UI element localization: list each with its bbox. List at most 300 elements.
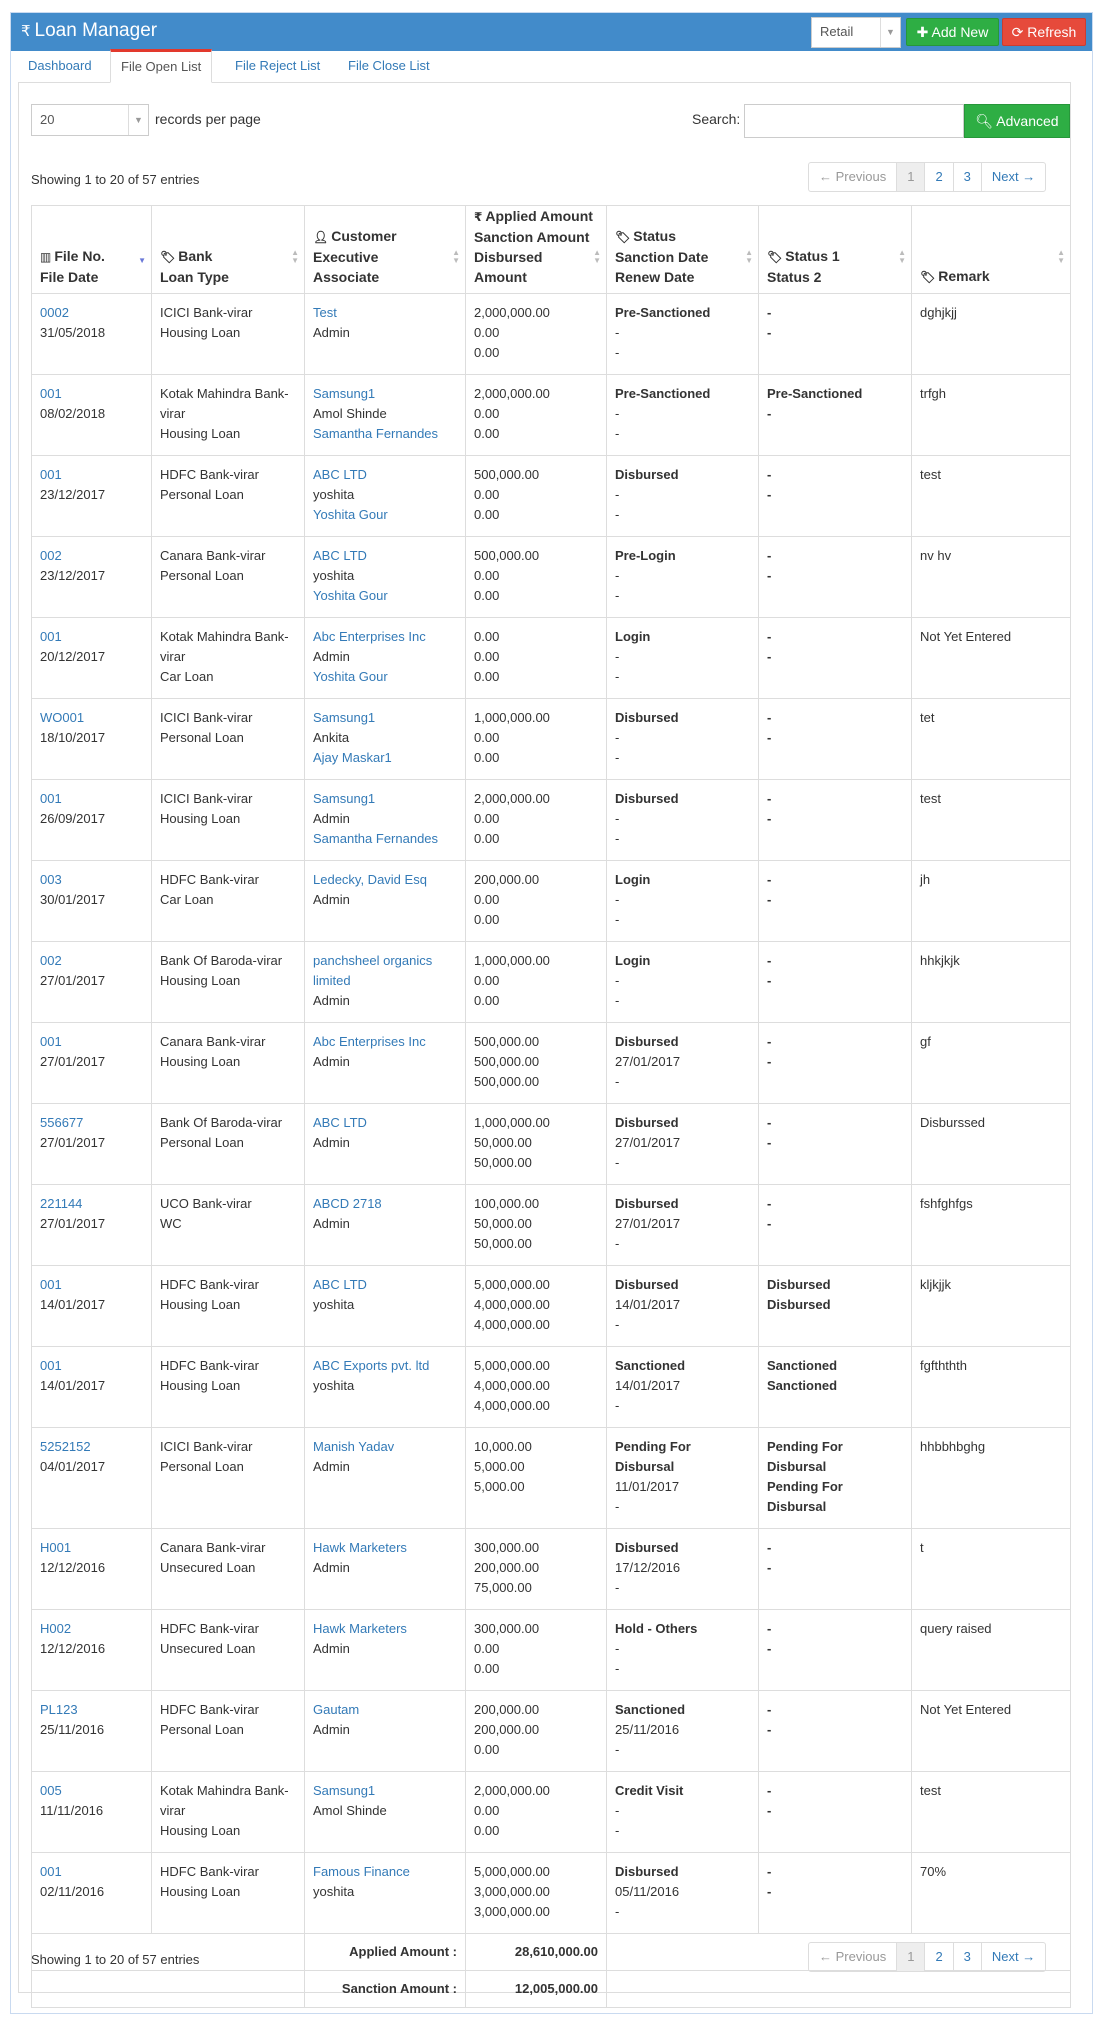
cell-bank: [152, 1347, 305, 1428]
bank-name: ICICI Bank-virar: [160, 1439, 253, 1454]
plus-icon: ✚: [916, 24, 932, 40]
file-number-link[interactable]: PL123: [40, 1702, 78, 1717]
renew-date: -: [615, 345, 620, 360]
executive-name: yoshita: [313, 1378, 355, 1393]
file-number-link[interactable]: H002: [40, 1621, 72, 1636]
segment-select-value: Retail: [820, 24, 854, 39]
cell-customer: [305, 1104, 466, 1185]
table-row: [32, 780, 1071, 861]
cell-customer: [305, 1610, 466, 1691]
cell-status12: [759, 1104, 912, 1185]
status-2-text: -: [767, 1135, 772, 1150]
disbursed-amount: 3,000,000.00: [474, 1904, 550, 1919]
refresh-button[interactable]: [1002, 18, 1086, 46]
cell-bank: [152, 1610, 305, 1691]
cell-bank: [152, 1529, 305, 1610]
cell-status12: [759, 1428, 912, 1529]
cell-status12: [759, 861, 912, 942]
file-number-link[interactable]: 5252152: [40, 1439, 91, 1454]
cell-file: [32, 537, 152, 618]
disbursed-amount: 0.00: [474, 588, 500, 603]
file-number-link[interactable]: 001: [40, 467, 62, 482]
cell-status: [607, 1266, 759, 1347]
records-per-page-label: records per page: [155, 111, 261, 127]
tags-icon: 🏷︎: [615, 230, 631, 244]
file-number-link[interactable]: 001: [40, 1864, 62, 1879]
next-page-link[interactable]: Next →: [981, 1943, 1045, 1971]
cell-status12: [759, 699, 912, 780]
sanction-date: -: [615, 1803, 620, 1818]
cell-status12: [759, 1691, 912, 1772]
customer-link[interactable]: ABC Exports pvt. ltd: [313, 1358, 430, 1373]
loan-type: Car Loan: [160, 669, 214, 684]
associate-link[interactable]: Yoshita Gour: [313, 588, 388, 603]
cell-bank: [152, 537, 305, 618]
associate-link[interactable]: Yoshita Gour: [313, 669, 388, 684]
loan-type: Unsecured Loan: [160, 1641, 256, 1656]
cell-bank: [152, 456, 305, 537]
customer-link[interactable]: Hawk Marketers: [313, 1540, 407, 1555]
cell-file: [32, 861, 152, 942]
remark-text: test: [920, 467, 941, 482]
advanced-search-button[interactable]: [964, 104, 1070, 138]
file-date: 12/12/2016: [40, 1560, 106, 1575]
column-header-remark[interactable]: [912, 206, 1071, 294]
disbursed-amount: 0.00: [474, 993, 500, 1008]
status-2-text: Sanctioned: [767, 1378, 838, 1393]
file-number-link[interactable]: 001: [40, 1277, 62, 1292]
previous-page-link[interactable]: ← Previous: [819, 1949, 887, 1964]
bank-name: Canara Bank-virar: [160, 548, 266, 563]
cell-amounts: [466, 618, 607, 699]
cell-remark: [912, 1023, 1071, 1104]
loan-type: Housing Loan: [160, 811, 241, 826]
add-new-button[interactable]: [906, 18, 999, 46]
executive-name: yoshita: [313, 487, 355, 502]
tab-dashboard[interactable]: Dashboard: [28, 58, 92, 73]
table-row: [32, 456, 1071, 537]
column-header-customer[interactable]: [305, 206, 466, 294]
status-1-text: -: [767, 305, 772, 320]
applied-amount: 2,000,000.00: [474, 791, 550, 806]
loan-type: Housing Loan: [160, 426, 241, 441]
disbursed-amount: 0.00: [474, 426, 500, 441]
next-page-link[interactable]: Next →: [981, 163, 1045, 191]
sort-icon: ▲ ▼: [1057, 248, 1065, 265]
bank-name: HDFC Bank-virar: [160, 1864, 259, 1879]
search-input[interactable]: [744, 104, 964, 138]
cell-remark: [912, 618, 1071, 699]
cell-customer: [305, 1023, 466, 1104]
remark-text: Not Yet Entered: [920, 1702, 1012, 1717]
sanction-date: -: [615, 325, 620, 340]
file-date: 26/09/2017: [40, 811, 106, 826]
applied-amount: 100,000.00: [474, 1196, 540, 1211]
status-1-text: Pre-Sanctioned: [767, 386, 863, 401]
disbursed-amount: 4,000,000.00: [474, 1317, 550, 1332]
search-label: Search:: [692, 111, 741, 127]
app-header: [11, 13, 1092, 51]
executive-name: yoshita: [313, 568, 355, 583]
remark-text: t: [920, 1540, 924, 1555]
renew-date: -: [615, 1904, 620, 1919]
sanction-total-label: Sanction Amount :: [305, 1971, 466, 2008]
customer-link[interactable]: ABC LTD: [313, 548, 367, 563]
cell-status12: [759, 1185, 912, 1266]
cell-status12: [759, 1610, 912, 1691]
sanction-date: -: [615, 973, 620, 988]
file-number-link[interactable]: 001: [40, 386, 62, 401]
status-2-text: -: [767, 1641, 772, 1656]
status-1-text: Disbursed: [767, 1277, 831, 1292]
cell-bank: [152, 1691, 305, 1772]
file-date: 23/12/2017: [40, 568, 106, 583]
cell-bank: [152, 1266, 305, 1347]
table-body: [32, 294, 1071, 1934]
table-row: [32, 1691, 1071, 1772]
cell-amounts: [466, 1853, 607, 1934]
cell-amounts: [466, 1529, 607, 1610]
cell-status: [607, 1185, 759, 1266]
customer-link[interactable]: Abc Enterprises Inc: [313, 1034, 426, 1049]
file-number-link[interactable]: H001: [40, 1540, 72, 1555]
cell-file: [32, 1529, 152, 1610]
bank-name: Kotak Mahindra Bank-virar: [160, 1783, 289, 1818]
page-link-2[interactable]: 2: [924, 1943, 952, 1971]
bank-name: Canara Bank-virar: [160, 1034, 266, 1049]
sanction-total-value: 12,005,000.00: [466, 1971, 607, 2008]
cell-file: [32, 1266, 152, 1347]
sanction-date: 27/01/2017: [615, 1135, 681, 1150]
cell-status: [607, 1610, 759, 1691]
table-row: [32, 1023, 1071, 1104]
table-row: [32, 1853, 1071, 1934]
cell-status: [607, 861, 759, 942]
loan-type: Car Loan: [160, 892, 214, 907]
sanction-amount: 0.00: [474, 973, 500, 988]
cell-file: [32, 1691, 152, 1772]
status-text: Pre-Sanctioned: [615, 386, 711, 401]
page-link-3[interactable]: 3: [953, 163, 981, 191]
executive-name: Admin: [313, 811, 350, 826]
tags-icon: 🏷︎: [920, 270, 936, 284]
status-text: Disbursed: [615, 467, 679, 482]
pagination-top: [808, 162, 1046, 192]
sanction-amount: 0.00: [474, 1803, 500, 1818]
loan-type: Personal Loan: [160, 487, 244, 502]
status-1-text: Sanctioned: [767, 1358, 838, 1373]
page-link-1[interactable]: 1: [896, 1943, 924, 1971]
sanction-amount: 0.00: [474, 892, 500, 907]
file-date: 04/01/2017: [40, 1459, 106, 1474]
applied-amount: 2,000,000.00: [474, 1783, 550, 1798]
column-header-bank[interactable]: [152, 206, 305, 294]
cell-status: [607, 1023, 759, 1104]
file-number-link[interactable]: 001: [40, 791, 62, 806]
cell-status12: [759, 1023, 912, 1104]
cell-amounts: [466, 1428, 607, 1529]
chevron-down-icon: ▼: [880, 18, 900, 47]
column-header-status12[interactable]: [759, 206, 912, 294]
status-text: Pre-Sanctioned: [615, 305, 711, 320]
file-number-link[interactable]: 001: [40, 629, 62, 644]
disbursed-amount: 75,000.00: [474, 1580, 532, 1595]
customer-link[interactable]: Hawk Marketers: [313, 1621, 407, 1636]
disbursed-amount: 0.00: [474, 507, 500, 522]
file-date: 30/01/2017: [40, 892, 106, 907]
column-header-amount[interactable]: [466, 206, 607, 294]
sanction-amount: 3,000,000.00: [474, 1884, 550, 1899]
tab-file-reject-list[interactable]: File Reject List: [235, 58, 321, 73]
applied-amount: 0.00: [474, 629, 500, 644]
barcode-icon: ▥: [40, 250, 52, 264]
cell-file: [32, 456, 152, 537]
customer-link[interactable]: Manish Yadav: [313, 1439, 395, 1454]
file-number-link[interactable]: WO001: [40, 710, 85, 725]
bank-name: HDFC Bank-virar: [160, 467, 259, 482]
sanction-date: 14/01/2017: [615, 1297, 681, 1312]
status-1-text: -: [767, 1115, 772, 1130]
file-number-link[interactable]: 001: [40, 1034, 62, 1049]
status-text: Disbursed: [615, 1196, 679, 1211]
cell-customer: [305, 1347, 466, 1428]
status-1-text: -: [767, 710, 772, 725]
status-1-text: -: [767, 791, 772, 806]
segment-select[interactable]: [811, 17, 901, 48]
applied-total-value: 28,610,000.00: [466, 1934, 607, 1971]
cell-amounts: [466, 1104, 607, 1185]
file-number-link[interactable]: 002: [40, 953, 62, 968]
page-length-value: 20: [40, 112, 55, 127]
status-1-text: -: [767, 1034, 772, 1049]
cell-file: [32, 699, 152, 780]
status-2-text: -: [767, 568, 772, 583]
renew-date: -: [615, 1317, 620, 1332]
sort-icon: ▲ ▼: [291, 248, 299, 265]
bank-name: ICICI Bank-virar: [160, 305, 253, 320]
loan-type: Personal Loan: [160, 1135, 244, 1150]
cell-amounts: [466, 942, 607, 1023]
customer-link[interactable]: ABC LTD: [313, 1277, 367, 1292]
customer-link[interactable]: Test: [313, 305, 337, 320]
table-row: [32, 699, 1071, 780]
column-subtitle: Disbursed Amount: [474, 249, 543, 285]
status-2-text: -: [767, 649, 772, 664]
status-2-text: -: [767, 892, 772, 907]
bank-name: Canara Bank-virar: [160, 1540, 266, 1555]
cell-file: [32, 294, 152, 375]
renew-date: -: [615, 669, 620, 684]
cell-bank: [152, 942, 305, 1023]
remark-text: dghjkjj: [920, 305, 957, 320]
sort-desc-icon: ▼: [138, 256, 146, 265]
previous-page-link[interactable]: ← Previous: [819, 169, 887, 184]
sanction-date: 25/11/2016: [615, 1722, 680, 1737]
applied-amount: 5,000,000.00: [474, 1864, 550, 1879]
page-length-select[interactable]: [31, 104, 149, 136]
file-date: 27/01/2017: [40, 973, 106, 988]
file-number-link[interactable]: 221144: [40, 1196, 83, 1211]
sanction-amount: 500,000.00: [474, 1054, 540, 1069]
customer-link[interactable]: Famous Finance: [313, 1864, 410, 1879]
cell-file: [32, 1853, 152, 1934]
status-2-text: -: [767, 487, 772, 502]
sanction-amount: 0.00: [474, 1641, 500, 1656]
cell-amounts: [466, 780, 607, 861]
remark-text: hhbbhbghg: [920, 1439, 986, 1454]
tab-bar: [18, 49, 1071, 83]
customer-link[interactable]: ABC LTD: [313, 467, 367, 482]
renew-date: -: [615, 1742, 620, 1757]
loan-type: Housing Loan: [160, 1054, 241, 1069]
page-link-2[interactable]: 2: [924, 163, 952, 191]
table-row: [32, 1266, 1071, 1347]
file-number-link[interactable]: 001: [40, 1358, 62, 1373]
column-header-status[interactable]: [607, 206, 759, 294]
file-date: 18/10/2017: [40, 730, 106, 745]
associate-link[interactable]: Ajay Maskar1: [313, 750, 392, 765]
renew-date: -: [615, 1823, 620, 1838]
cell-status: [607, 1347, 759, 1428]
cell-bank: [152, 1428, 305, 1529]
customer-link[interactable]: Samsung1: [313, 386, 376, 401]
customer-link[interactable]: ABCD 2718: [313, 1196, 382, 1211]
sanction-date: -: [615, 487, 620, 502]
status-1-text: -: [767, 1621, 772, 1636]
tab-file-close-list[interactable]: File Close List: [348, 58, 430, 73]
pagination-bottom: [808, 1942, 1046, 1972]
cell-bank: [152, 618, 305, 699]
status-1-text: -: [767, 1540, 772, 1555]
column-subtitle: Renew Date: [615, 269, 695, 285]
cell-customer: [305, 1428, 466, 1529]
sanction-amount: 0.00: [474, 325, 500, 340]
sanction-date: 14/01/2017: [615, 1378, 681, 1393]
bank-name: Kotak Mahindra Bank-virar: [160, 386, 289, 421]
cell-status: [607, 1104, 759, 1185]
applied-amount: 5,000,000.00: [474, 1277, 550, 1292]
column-header-file[interactable]: [32, 206, 152, 294]
customer-link[interactable]: ABC LTD: [313, 1115, 367, 1130]
associate-link[interactable]: Samantha Fernandes: [313, 831, 439, 846]
cell-remark: [912, 456, 1071, 537]
loan-type: Personal Loan: [160, 1459, 244, 1474]
status-1-text: Pending For Disbursal: [767, 1439, 843, 1474]
status-text: Disbursed: [615, 1277, 679, 1292]
associate-link[interactable]: Samantha Fernandes: [313, 426, 439, 441]
applied-amount: 200,000.00: [474, 872, 540, 887]
file-number-link[interactable]: 005: [40, 1783, 62, 1798]
column-title: Status: [633, 228, 677, 244]
refresh-label: Refresh: [1027, 24, 1077, 40]
status-2-text: -: [767, 1884, 772, 1899]
executive-name: yoshita: [313, 1884, 355, 1899]
customer-link[interactable]: Gautam: [313, 1702, 360, 1717]
cell-bank: [152, 1853, 305, 1934]
cell-customer: [305, 942, 466, 1023]
status-text: Pending For Disbursal: [615, 1439, 691, 1474]
column-subtitle: Executive: [313, 249, 379, 265]
remark-text: test: [920, 791, 941, 806]
sanction-amount: 0.00: [474, 730, 500, 745]
sanction-total-row: [32, 1971, 1071, 2008]
executive-name: Admin: [313, 1459, 350, 1474]
applied-amount: 200,000.00: [474, 1702, 540, 1717]
column-subtitle: File Date: [40, 269, 99, 285]
sanction-amount: 0.00: [474, 811, 500, 826]
status-text: Disbursed: [615, 791, 679, 806]
sanction-date: -: [615, 406, 620, 421]
column-subtitle: Sanction Amount: [474, 229, 590, 245]
cell-status: [607, 1428, 759, 1529]
file-number-link[interactable]: 002: [40, 548, 62, 563]
cell-customer: [305, 780, 466, 861]
cell-file: [32, 618, 152, 699]
bank-name: ICICI Bank-virar: [160, 791, 253, 806]
cell-customer: [305, 375, 466, 456]
column-title: Status 1: [785, 248, 840, 264]
status-2-text: -: [767, 730, 772, 745]
status-1-text: -: [767, 467, 772, 482]
cell-bank: [152, 699, 305, 780]
loan-type: Unsecured Loan: [160, 1560, 256, 1575]
customer-link[interactable]: Abc Enterprises Inc: [313, 629, 426, 644]
disbursed-amount: 0.00: [474, 1823, 500, 1838]
renew-date: -: [615, 912, 620, 927]
disbursed-amount: 5,000.00: [474, 1479, 525, 1494]
customer-link[interactable]: Samsung1: [313, 710, 376, 725]
file-date: 11/11/2016: [40, 1803, 104, 1818]
file-date: 23/12/2017: [40, 487, 106, 502]
file-number-link[interactable]: 003: [40, 872, 62, 887]
cell-file: [32, 1772, 152, 1853]
sanction-amount: 0.00: [474, 649, 500, 664]
renew-date: -: [615, 588, 620, 603]
cell-remark: [912, 1347, 1071, 1428]
executive-name: Admin: [313, 1641, 350, 1656]
customer-link[interactable]: Samsung1: [313, 1783, 376, 1798]
customer-link[interactable]: panchsheel organics limited: [313, 953, 433, 988]
cell-amounts: [466, 1023, 607, 1104]
sanction-amount: 50,000.00: [474, 1135, 532, 1150]
cell-remark: [912, 1853, 1071, 1934]
customer-link[interactable]: Ledecky, David Esq: [313, 872, 427, 887]
file-number-link[interactable]: 556677: [40, 1115, 84, 1130]
page-link-1[interactable]: 1: [896, 163, 924, 191]
file-number-link[interactable]: 0002: [40, 305, 69, 320]
column-subtitle: Sanction Date: [615, 249, 709, 265]
associate-link[interactable]: Yoshita Gour: [313, 507, 388, 522]
user-icon: 👤︎: [313, 230, 329, 244]
tab-file-open-list[interactable]: File Open List: [110, 49, 212, 83]
sanction-date: 27/01/2017: [615, 1216, 681, 1231]
status-1-text: -: [767, 1783, 772, 1798]
cell-status: [607, 294, 759, 375]
cell-bank: [152, 1772, 305, 1853]
cell-remark: [912, 294, 1071, 375]
sanction-date: -: [615, 892, 620, 907]
applied-amount: 1,000,000.00: [474, 953, 550, 968]
file-date: 27/01/2017: [40, 1135, 106, 1150]
customer-link[interactable]: Samsung1: [313, 791, 376, 806]
sanction-date: -: [615, 811, 620, 826]
status-text: Login: [615, 953, 651, 968]
cell-remark: [912, 1772, 1071, 1853]
sanction-amount: 4,000,000.00: [474, 1378, 550, 1393]
page-link-3[interactable]: 3: [953, 1943, 981, 1971]
bank-name: ICICI Bank-virar: [160, 710, 253, 725]
status-text: Login: [615, 629, 651, 644]
